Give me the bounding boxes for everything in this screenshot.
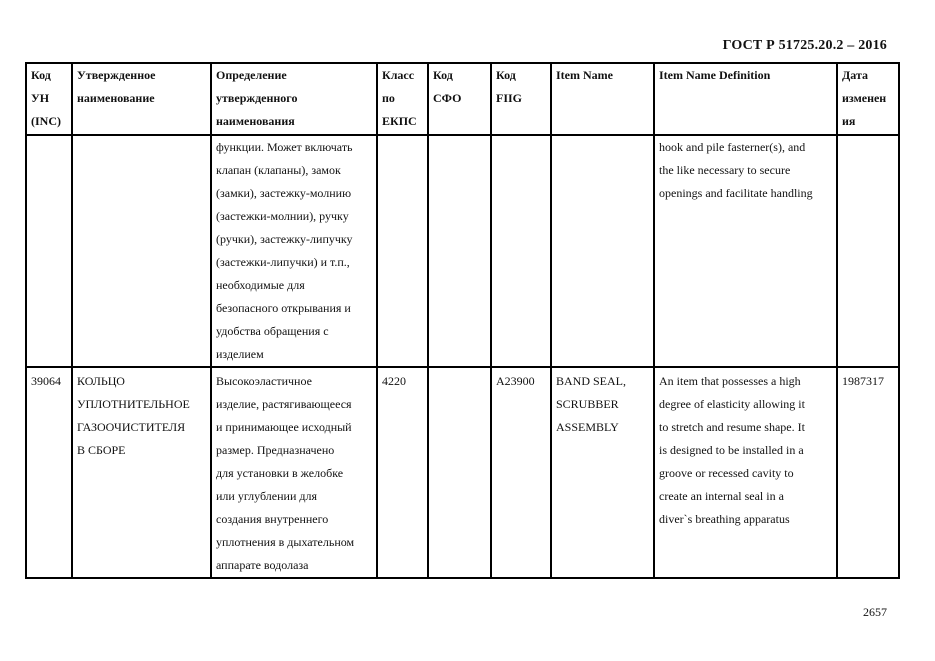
table-row [26,367,899,578]
cell-sfo [428,135,491,367]
cell-approved-name [72,135,211,367]
registry-table [25,62,900,579]
column-header-date: Дата изменен ия [837,63,899,135]
cell-definition: Высокоэластичное изделие, растягивающееся и принимающее исходный размер. Предназначено для установки в желобке или углублении для создания внутреннего уплотнения в дыхательном аппарате водолаза [211,367,377,578]
table-row [26,135,899,367]
column-header-approved-name: Утвержденное наименование [72,63,211,135]
document-title: ГОСТ Р 51725.20.2 – 2016 [722,38,887,53]
cell-approved-name: КОЛЬЦО УПЛОТНИТЕЛЬНОЕ ГАЗООЧИСТИТЕЛЯ В СБОРЕ [72,367,211,578]
column-header-sfo: Код СФО [428,63,491,135]
column-header-class: Класс по ЕКПС [377,63,428,135]
table-header-row [26,63,899,135]
cell-sfo [428,367,491,578]
cell-class [377,135,428,367]
cell-item-name [551,135,654,367]
column-header-inc: Код УН (INC) [26,63,72,135]
cell-inc: 39064 [26,367,72,578]
column-header-fiig: Код FIIG [491,63,551,135]
cell-fiig [491,135,551,367]
cell-item-name: BAND SEAL, SCRUBBER ASSEMBLY [551,367,654,578]
cell-definition: функции. Может включать клапан (клапаны), замок (замки), застежку-молнию (застежки-молнии), ручку (ручки), застежку-липучку (застежки-липучки) и т.п., необходимые для безопасного открывания и удобства обращения с изделием [211,135,377,367]
cell-class: 4220 [377,367,428,578]
cell-item-definition: hook and pile fasterner(s), and the like necessary to secure openings and facilitate handling [654,135,837,367]
column-header-definition: Определение утвержденного наименования [211,63,377,135]
cell-inc [26,135,72,367]
cell-item-definition: An item that possesses a high degree of elasticity allowing it to stretch and resume shape. It is designed to be installed in a groove or recessed cavity to create an internal seal in a diver`s breathing apparatus [654,367,837,578]
cell-date [837,135,899,367]
page-number: 2657 [863,605,887,619]
column-header-item-name: Item Name [551,63,654,135]
cell-fiig: A23900 [491,367,551,578]
column-header-item-definition: Item Name Definition [654,63,837,135]
cell-date: 1987317 [837,367,899,578]
